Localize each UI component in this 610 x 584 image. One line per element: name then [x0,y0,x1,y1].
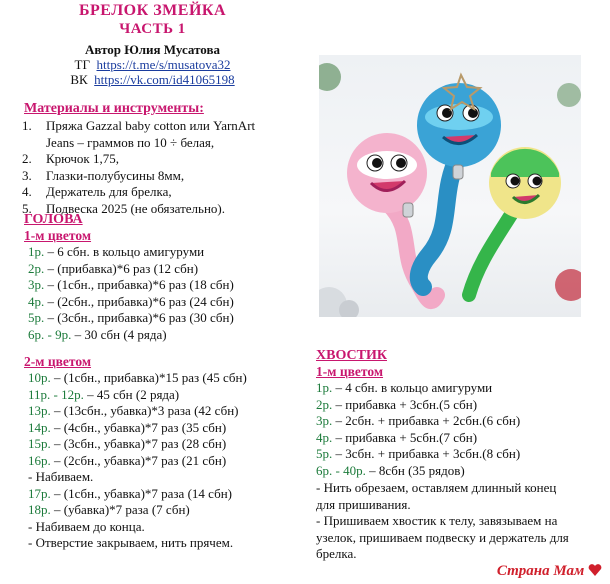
vk-label: ВК [70,72,88,87]
tail-note-line: узелок, пришиваем подвеску и держатель для [316,529,569,545]
pattern-row [28,535,247,552]
vk-line [0,72,305,88]
row-number: 16р. [28,452,51,468]
materials-list [20,118,310,217]
row-instruction: – 2сбн. + прибавка + 2сбн.(6 сбн) [332,413,521,428]
material-text: Пряжа Gazzal baby cotton или YarnArt [46,118,256,133]
pattern-row [28,420,247,437]
page-subtitle: ЧАСТЬ 1 [119,21,186,37]
tail-note-line: - Нить обрезаем, оставляем длинный конец [316,480,557,495]
row-instruction: – 4 сбн. в кольцо амигуруми [332,380,493,395]
row-instruction: – 8сбн (35 рядов) [365,462,465,478]
pattern-row [316,380,520,397]
material-number: 3. [22,167,32,183]
page-title: БРЕЛОК ЗМЕЙКА [78,2,227,19]
row-instruction: - Набиваем. [28,469,94,484]
head-rows-color2 [28,370,247,552]
row-number: 2р. [316,396,333,412]
material-item [20,168,310,185]
material-text: Подвеска 2025 (не обязательно). [46,200,225,216]
pattern-row [28,436,247,453]
material-item [20,151,310,168]
head-color1-label: 1-м цветом [24,228,92,243]
row-number: 13р. [28,403,51,418]
row-instruction: – прибавка + 3сбн.(5 сбн) [332,396,478,412]
row-instruction: – (убавка)*7 раза (7 сбн) [50,502,190,517]
row-number: 18р. [28,502,51,517]
row-instruction: – 6 сбн. в кольцо амигуруми [44,244,205,259]
material-text: Глазки-полубусины 8мм, [46,167,185,183]
pattern-row [316,430,520,447]
row-number: 4р. [316,429,333,445]
row-instruction: – прибавка + 5сбн.(7 сбн) [332,429,478,445]
row-number: 5р. [28,310,45,325]
material-item [20,184,310,201]
tg-line [0,57,305,73]
row-number: 11р. - 12р. [28,386,84,402]
vk-link[interactable]: https://vk.com/id41065198 [94,72,235,87]
pattern-row [28,453,247,470]
pattern-row [28,310,234,327]
row-number: 1р. [316,380,333,395]
keychain-photo [319,55,581,317]
row-number: 6р. - 9р. [28,326,72,342]
tail-note-line: - Пришиваем хвостик к телу, завязываем на [316,513,558,528]
material-number: 4. [22,184,32,199]
material-text: Держатель для брелка, [46,184,172,199]
row-instruction: – (2сбн., прибавка)*6 раз (24 сбн) [44,293,234,309]
tg-label: ТГ [74,57,90,72]
pattern-row [28,403,247,420]
material-item [20,118,310,151]
tail-note-line: брелка. [316,546,357,561]
author-line: Автор Юлия Мусатова [84,42,220,57]
pattern-row [28,486,247,503]
row-instruction: – (2сбн., убавка)*7 раз (21 сбн) [50,452,227,468]
pattern-row [28,370,247,387]
pattern-row [316,446,520,463]
tail-rows [316,380,520,479]
row-instruction: – 45 сбн (2 ряда) [83,386,180,402]
materials-heading: Материалы и инструменты: [24,101,204,116]
pattern-row [28,519,247,536]
row-instruction: - Набиваем до конца. [28,518,145,534]
head-rows-color1 [28,244,234,343]
row-number: 10р. [28,370,51,385]
tail-color1-label: 1-м цветом [316,364,384,379]
tail-note-line: для пришивания. [316,496,411,512]
row-number: 1р. [28,244,45,259]
pattern-row [28,277,234,294]
row-instruction: – (1сбн., прибавка)*15 раз (45 сбн) [50,370,247,385]
head-heading: ГОЛОВА [24,212,83,227]
row-number: 15р. [28,436,51,451]
row-instruction: – (1сбн., убавка)*7 раза (14 сбн) [50,485,232,501]
heart-icon [588,563,602,577]
watermark [497,563,602,580]
row-instruction: – (4сбн., убавка)*7 раз (35 сбн) [50,419,227,435]
pattern-row [28,294,234,311]
row-number: 17р. [28,485,51,501]
row-number: 5р. [316,446,333,461]
pattern-row [28,502,247,519]
row-number: 4р. [28,293,45,309]
pattern-row [28,327,234,344]
row-number: 6р. - 40р. [316,462,366,478]
material-text: Jeans – граммов по 10 ÷ белая, [46,134,215,150]
row-instruction: – (прибавка)*6 раз (12 сбн) [44,260,199,276]
tg-link[interactable]: https://t.me/s/musatova32 [96,57,231,72]
tail-heading: ХВОСТИК [316,348,387,363]
material-text: Крючок 1,75, [46,151,119,166]
pattern-row [28,469,247,486]
pattern-row [28,387,247,404]
watermark-text: Страна Мам [496,563,585,579]
row-instruction: – 30 сбн (4 ряда) [71,326,167,342]
row-number: 2р. [28,260,45,276]
row-instruction: – (3сбн., убавка)*7 раз (28 сбн) [50,436,227,451]
row-number: 3р. [316,413,333,428]
row-instruction: – (1сбн., прибавка)*6 раз (18 сбн) [44,277,234,292]
material-number: 5. [22,200,32,216]
pattern-row [316,397,520,414]
material-number: 1. [22,118,32,133]
material-number: 2. [22,151,32,166]
row-instruction: - Отверстие закрываем, нить прячем. [28,535,234,550]
pattern-row [28,261,234,278]
pattern-row [28,244,234,261]
row-instruction: – (3сбн., прибавка)*6 раз (30 сбн) [44,310,234,325]
pattern-row [316,463,520,480]
snake-keychains-illustration [319,55,581,317]
row-instruction: – 3сбн. + прибавка + 3сбн.(8 сбн) [332,446,521,461]
row-number: 3р. [28,277,45,292]
tail-notes [316,480,569,563]
pattern-row [316,413,520,430]
head-color2-label: 2-м цветом [24,354,92,369]
row-instruction: – (13сбн., убавка)*3 раза (42 сбн) [50,403,239,418]
row-number: 14р. [28,419,51,435]
